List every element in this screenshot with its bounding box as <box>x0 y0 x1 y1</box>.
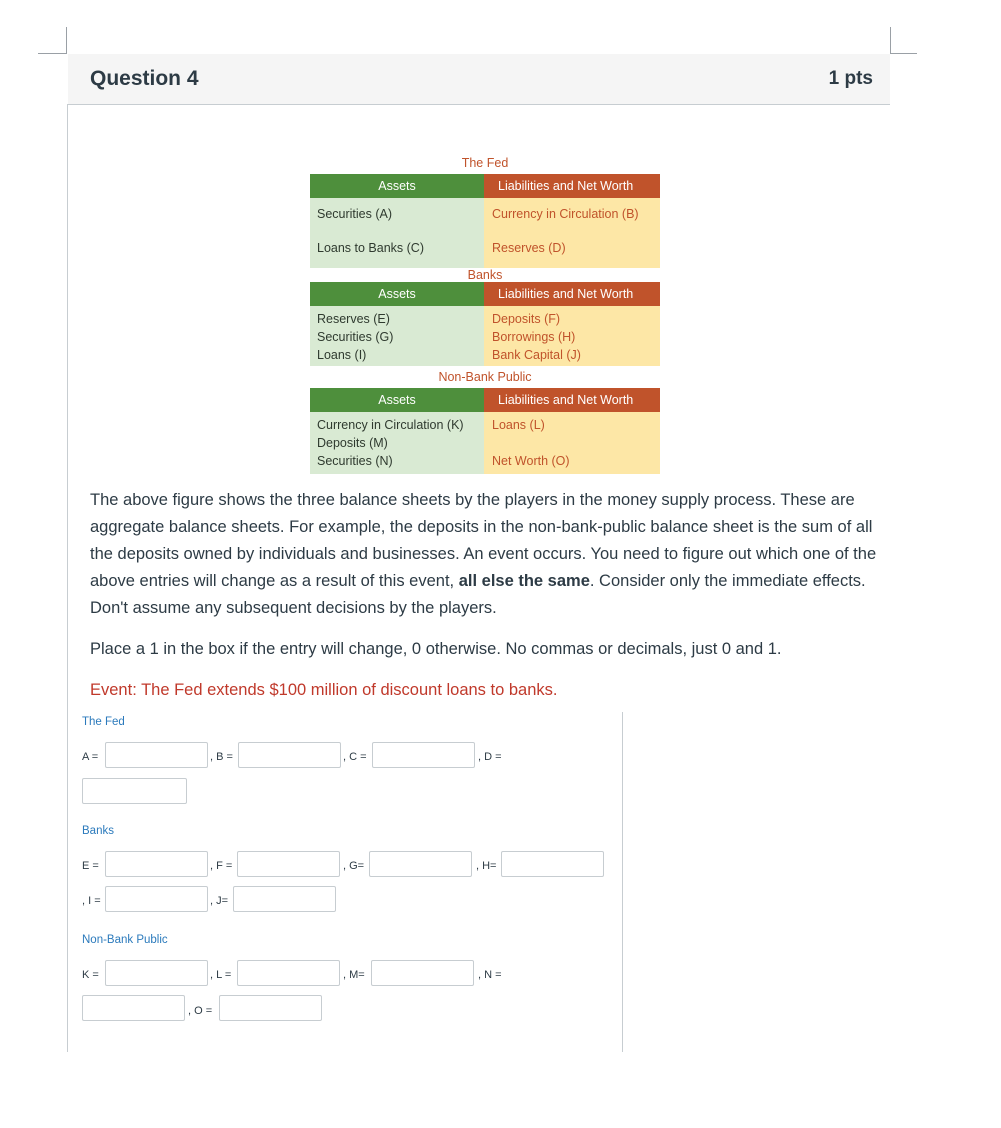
question-points: 1 pts <box>828 68 873 89</box>
question-text <box>90 487 880 622</box>
banks-assets-column <box>310 306 484 366</box>
public-sheet-title: Non-Bank Public <box>438 370 532 384</box>
fed-sheet-body <box>310 198 660 268</box>
banks-liability-item: Borrowings (H) <box>492 330 576 344</box>
label-e: E = <box>82 860 99 872</box>
question-header <box>68 54 890 105</box>
crop-mark <box>890 27 891 54</box>
banks-liabilities-column <box>484 306 660 366</box>
public-asset-item: Deposits (M) <box>317 436 388 450</box>
fed-assets-column <box>310 198 484 268</box>
fed-asset-item: Loans to Banks (C) <box>317 241 424 255</box>
public-liabilities-column <box>484 412 660 474</box>
banks-asset-item: Securities (G) <box>317 330 394 344</box>
public-section-label: Non-Bank Public <box>82 934 168 946</box>
label-d: , D = <box>478 751 502 763</box>
label-n: , N = <box>478 969 502 981</box>
label-f: , F = <box>210 860 233 872</box>
answer-input-g[interactable] <box>369 851 472 877</box>
fed-assets-header: Assets <box>310 174 484 198</box>
answer-input-l[interactable] <box>237 960 340 986</box>
public-liabilities-header: Liabilities and Net Worth <box>484 388 660 412</box>
public-assets-column <box>310 412 484 474</box>
label-h: , H= <box>476 860 497 872</box>
question-text-emphasis: all else the same <box>458 572 590 590</box>
public-asset-item: Currency in Circulation (K) <box>317 418 464 432</box>
question-text-part2: . Consider only the immediate effects. Don't assume any subsequent decisions by the players. <box>90 572 866 617</box>
fed-asset-item: Securities (A) <box>317 207 393 221</box>
banks-liability-item: Bank Capital (J) <box>492 348 581 362</box>
public-sheet-header <box>310 388 660 412</box>
label-g: , G= <box>343 860 365 872</box>
crop-mark <box>890 53 917 54</box>
fed-liability-item: Currency in Circulation (B) <box>492 207 639 221</box>
label-a: A = <box>82 751 99 763</box>
banks-sheet-title: Banks <box>467 268 503 282</box>
label-j: , J= <box>210 895 229 907</box>
label-b: , B = <box>210 751 233 763</box>
label-o: , O = <box>188 1005 213 1017</box>
public-liability-item: Loans (L) <box>492 418 545 432</box>
label-k: K = <box>82 969 99 981</box>
banks-asset-item: Reserves (E) <box>317 312 390 326</box>
fed-sheet-header <box>310 174 660 198</box>
banks-section-label: Banks <box>82 825 114 837</box>
answer-area-divider <box>622 712 623 1052</box>
answer-input-d[interactable] <box>82 778 187 804</box>
public-liability-item: Net Worth (O) <box>492 454 570 468</box>
answer-input-e[interactable] <box>105 851 208 877</box>
answer-input-b[interactable] <box>238 742 341 768</box>
fed-liabilities-column <box>484 198 660 268</box>
fed-liabilities-header: Liabilities and Net Worth <box>484 174 660 198</box>
instructions-text: Place a 1 in the box if the entry will change, 0 otherwise. No commas or decimals, just 0 and 1. <box>90 640 782 658</box>
question-text-part1: The above figure shows the three balance sheets by the players in the money supply process. These are aggregate balance sheets. For example, the deposits in the non-bank-public balance sheet is the sum of all the deposits owned by individuals and businesses. An event occurs. You need to figure out which one of the above entries will change as a result of this event, <box>90 491 877 590</box>
fed-sheet-title: The Fed <box>461 156 509 170</box>
answer-input-k[interactable] <box>105 960 208 986</box>
label-i: , I = <box>82 895 101 907</box>
label-c: , C = <box>343 751 367 763</box>
crop-mark <box>38 53 67 54</box>
banks-asset-item: Loans (I) <box>317 348 367 362</box>
public-sheet-body <box>310 412 660 474</box>
banks-assets-header: Assets <box>310 282 484 306</box>
answer-input-f[interactable] <box>237 851 340 877</box>
answer-input-h[interactable] <box>501 851 604 877</box>
answer-input-i[interactable] <box>105 886 208 912</box>
banks-liabilities-header: Liabilities and Net Worth <box>484 282 660 306</box>
question-border-left <box>67 104 68 1052</box>
banks-sheet-header <box>310 282 660 306</box>
banks-sheet-body <box>310 306 660 366</box>
question-title: Question 4 <box>90 67 199 90</box>
answer-input-m[interactable] <box>371 960 474 986</box>
crop-mark <box>66 27 67 54</box>
answer-input-j[interactable] <box>233 886 336 912</box>
balance-sheet-figure <box>310 152 660 474</box>
fed-section-label: The Fed <box>82 716 125 728</box>
fed-liability-item: Reserves (D) <box>492 241 566 255</box>
label-m: , M= <box>343 969 365 981</box>
answer-input-o[interactable] <box>219 995 322 1021</box>
event-text: Event: The Fed extends $100 million of discount loans to banks. <box>90 681 558 699</box>
answer-input-n[interactable] <box>82 995 185 1021</box>
label-l: , L = <box>210 969 232 981</box>
banks-liability-item: Deposits (F) <box>492 312 561 326</box>
public-assets-header: Assets <box>310 388 484 412</box>
answer-input-c[interactable] <box>372 742 475 768</box>
answer-input-a[interactable] <box>105 742 208 768</box>
public-asset-item: Securities (N) <box>317 454 393 468</box>
